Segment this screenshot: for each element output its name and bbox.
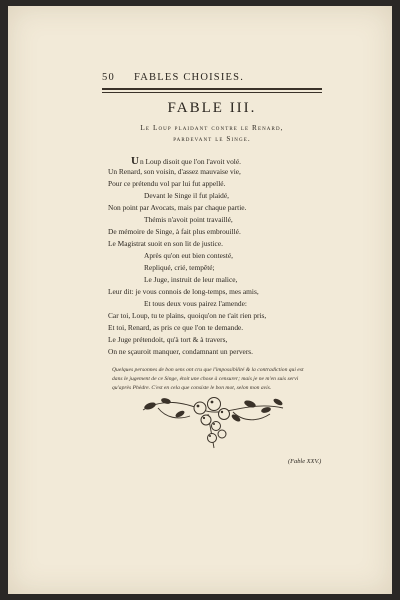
poem-line: Thémis n'avoit point travaillé, [144, 215, 233, 224]
poem-line: Leur dit: je vous connois de long-temps, mes amis, [108, 287, 259, 296]
poem-line: Après qu'on eut bien contesté, [144, 251, 233, 260]
drop-cap: U [131, 155, 139, 167]
footnote-line-2: dans le jugement de ce Singe, étoit une chose à censurer; mais je ne m'en suis servi [112, 376, 299, 382]
header-rule-thick [102, 88, 322, 90]
fable-reference: (Fable XXV.) [288, 458, 322, 465]
poem-line: Et tous deux vous pairez l'amende: [144, 299, 247, 308]
poem-line: Devant le Singe il fut plaidé, [144, 191, 229, 200]
poem-line: Non point par Avocats, mais par chaque partie. [108, 203, 247, 212]
page-number: 50 [102, 72, 115, 83]
poem-line: Le Magistrat suoit en son lit de justice. [108, 239, 223, 248]
fable-subtitle-line-2: pardevant le Singe. [173, 135, 251, 143]
fable-subtitle-line-1: Le Loup plaidant contre le Renard, [140, 124, 284, 132]
poem-line: Le Juge, instruit de leur malice, [144, 275, 238, 284]
poem-line: Pour ce prétendu vol par lui fut appellé. [108, 179, 226, 188]
poem-line: Un Loup disoit que l'on l'avoit volé. [131, 155, 241, 167]
running-title: FABLES CHOISIES. [134, 72, 245, 83]
header-rule-thin [102, 92, 322, 93]
poem-line: Repliqué, crié, tempêté; [144, 263, 215, 272]
poem-line: Et toi, Renard, as pris ce que l'on te demande. [108, 323, 244, 332]
poem-line: Un Renard, son voisin, d'assez mauvaise vie, [108, 167, 241, 176]
footnote-line-3: qu'après Phèdre. C'est en cela que consiste le bon mot, selon mon avis. [112, 385, 272, 391]
fable-title: FABLE III. [167, 100, 257, 116]
poem-line: De mémoire de Singe, à fait plus embrouillé. [108, 227, 241, 236]
poem-line: Le Juge prétendoit, qu'à tort & à travers, [108, 335, 228, 344]
poem-line: Car toi, Loup, tu te plains, quoiqu'on ne t'ait rien pris, [108, 311, 267, 320]
poem-line: On ne sçauroit manquer, condamnant un pervers. [108, 347, 254, 356]
footnote-line-1: Quelques personnes de bon sens ont cru que l'impossibilité & la contradiction qui est [112, 367, 304, 373]
floral-vignette-ornament [138, 388, 288, 452]
